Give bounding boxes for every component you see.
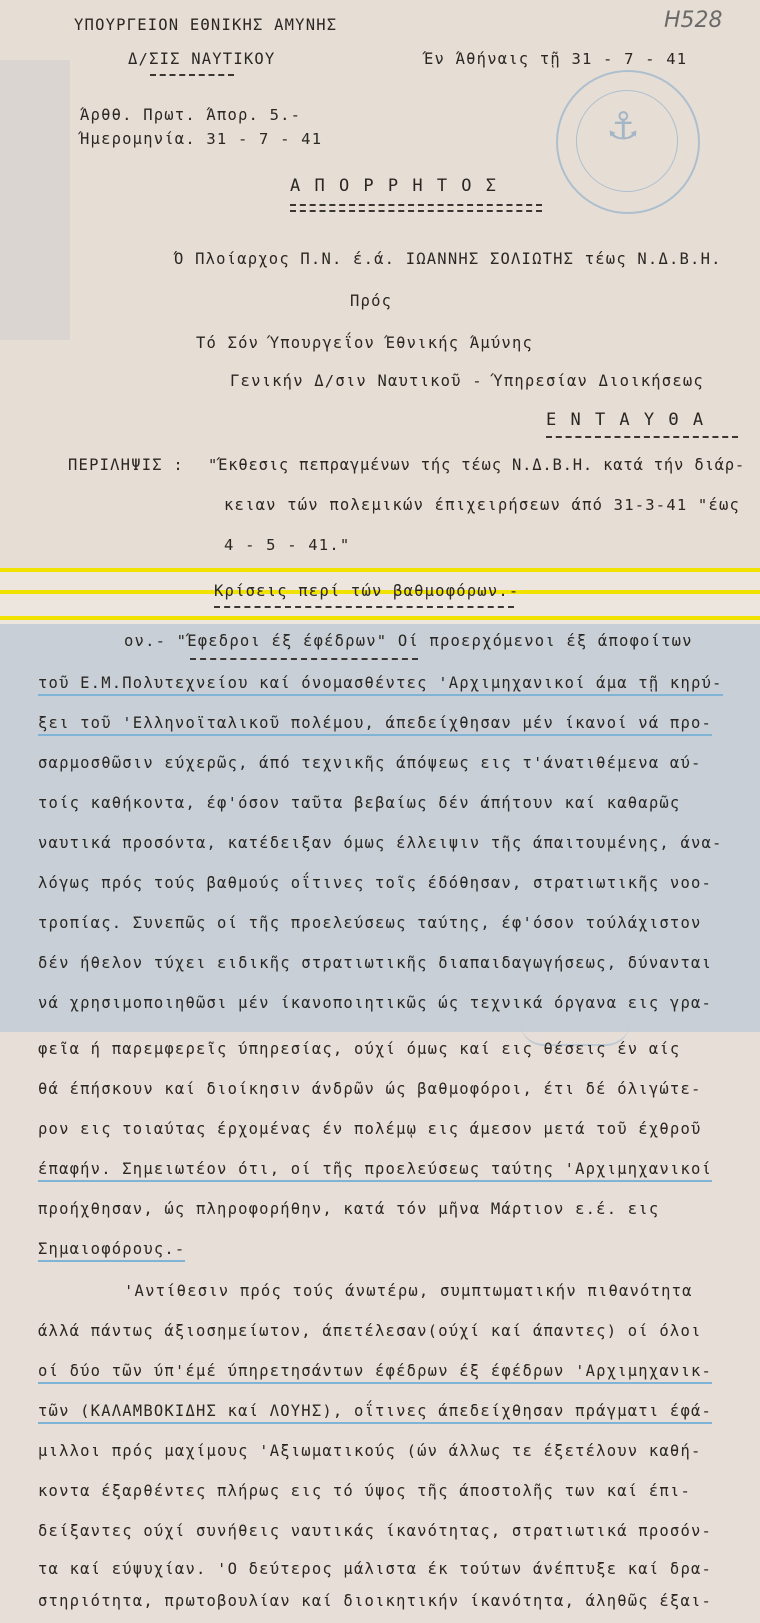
section-title: Κρίσεις περί τών βαθμοφόρων.- xyxy=(214,582,520,600)
classification-underline-2 xyxy=(290,210,542,212)
directorate-underline xyxy=(150,74,234,76)
body-line: τῶν (ΚΑΛΑΜΒΟΚΙΔΗΣ καί ΛΟΥΗΣ), οΐτινες άπεδείχθησαν πράγματι έφά- xyxy=(38,1402,712,1424)
to-word: Πρός xyxy=(350,292,393,310)
recipient-line-1: Τό Σόν Ύπουργεΐον Έθνικής Άμύνης xyxy=(196,334,534,352)
stain xyxy=(0,60,70,340)
body-line: μιλλοι πρός μαχίμους 'Αξιωματικούς (ών άλλως τε έξετέλουν καθή- xyxy=(38,1442,702,1460)
official-stamp xyxy=(556,70,700,214)
date-line: Ήμερομηνία. 31 - 7 - 41 xyxy=(80,130,323,148)
body-line: φεῖα ή παρεμφερεῖς ύπηρεσίας, ούχί όμως καί εις θέσεις έν αίς xyxy=(38,1040,681,1058)
place-date: Έν Άθήναις τῇ 31 - 7 - 41 xyxy=(424,50,688,68)
body-line: άλλά πάντως άξιοσημείωτον, άπετέλεσαν(ούχί καί άπαντες) οί όλοι xyxy=(38,1322,702,1340)
recipient-line-2: Γενικήν Δ/σιν Ναυτικοῦ - Ύπηρεσίαν Διοικήσεως xyxy=(230,372,704,390)
highlight-line-top xyxy=(0,568,760,572)
body-line: ρον εις τοιαύτας έρχομένας έν πολέμῳ εις άμεσον μετά τοῦ έχθροῦ xyxy=(38,1120,702,1138)
body-line: ξει τοῦ 'Ελληνοϊταλικοῦ πολέμου, άπεδείχθησαν μέν ίκανοί νά προ- xyxy=(38,714,712,736)
body-line: δέν ήθελον τύχει ειδικῆς στρατιωτικῆς διαπαιδαγωγήσεως, δύνανται xyxy=(38,954,713,972)
body-line: έπαφήν. Σημειωτέον ότι, οί τῆς προελεύσεως ταύτης 'Αρχιμηχανικοί xyxy=(38,1160,712,1182)
subheading-underline xyxy=(190,658,418,660)
ministry-name: ΥΠΟΥΡΓΕΙΟΝ ΕΘΝΙΚΗΣ ΑΜΥΝΗΣ xyxy=(74,16,338,34)
subject-line-3: 4 - 5 - 41." xyxy=(224,536,351,554)
body-line: Σημαιοφόρους.- xyxy=(38,1240,185,1262)
body-text: ον.- "Έφεδροι έξ έφέδρων" Οί προερχόμενοι έξ άποφοίτων xyxy=(124,632,693,650)
body-line: δείξαντες ούχί συνήθεις ναυτικάς ίκανότητας, στρατιωτικά προσόν- xyxy=(38,1522,713,1540)
body-line: λόγως πρός τούς βαθμούς οΐτινες τοῖς έδόθησαν, στρατιωτικῆς νοο- xyxy=(38,874,713,892)
body-line: οί δύο τῶν ύπ'έμέ ύπηρετησάντων έφέδρων έξ έφέδρων 'Αρχιμηχανικ- xyxy=(38,1362,712,1384)
location-underline xyxy=(546,436,738,438)
subject-line-2: κειαν τών πολεμικών έπιχειρήσεων άπό 31-3-41 "έως xyxy=(224,496,741,514)
classification-title: Α Π Ο Ρ Ρ Η Τ Ο Σ xyxy=(290,176,498,196)
section-title-underline xyxy=(214,606,514,608)
body-line: τροπίας. Συνεπῶς οί τῆς προελεύσεως ταύτης, έφ'όσον τούλάχιστον xyxy=(38,914,702,932)
sender-line: Ό Πλοίαρχος Π.Ν. έ.ά. ΙΩΑΝΝΗΣ ΣΟΛΙΩΤΗΣ τέως Ν.Δ.Β.Η. xyxy=(174,250,722,268)
body-line: τοίς καθήκοντα, έφ'όσον ταῦτα βεβαίως δέν άπήτουν καί καθαρῶς xyxy=(38,794,681,812)
body-line: ναυτικά προσόντα, κατέδειξαν όμως έλλειψιν τῆς άπαιτουμένης, άνα- xyxy=(38,834,723,852)
body-line: προήχθησαν, ώς πληροφορήθην, κατά τόν μῆνα Μάρτιον ε.έ. εις xyxy=(38,1200,660,1218)
handwritten-ref-number: Η528 xyxy=(664,8,723,33)
location-line: Ε Ν Τ Α Υ Θ Α xyxy=(546,410,706,430)
directorate-name: Δ/ΣΙΣ ΝΑΥΤΙΚΟΥ xyxy=(128,50,276,68)
subject-label: ΠΕΡΙΛΗΨΙΣ : xyxy=(68,456,184,474)
body-line: σαρμοσθῶσιν εύχερῶς, άπό τεχνικῆς άπόψεως εις τ'άνατιθέμενα αύ- xyxy=(38,754,702,772)
body-line: τοῦ Ε.Μ.Πολυτεχνείου καί όνομασθέντες 'Αρχιμηχανικοί άμα τῇ κηρύ- xyxy=(38,674,723,696)
highlight-line-bottom xyxy=(0,616,760,620)
body-line: τα καί εύψυχίαν. 'Ο δεύτερος μάλιστα έκ τούτων άνέπτυξε καί δρα- xyxy=(38,1560,713,1578)
body-line: θά έπήσκουν καί διοίκησιν άνδρῶν ώς βαθμοφόροι, έτι δέ όλιγώτε- xyxy=(38,1080,702,1098)
protocol-line: Άρθθ. Πρωτ. Άπορ. 5.- xyxy=(80,106,302,124)
classification-underline-1 xyxy=(290,204,542,206)
body-line xyxy=(124,632,693,650)
body-line: στηριότητα, πρωτοβουλίαν καί διοικητικήν ίκανότητα, άληθῶς έξαι- xyxy=(38,1592,713,1610)
body-line: κοντα έξαρθέντες πλήρως εις τό ύψος τῆς άποστολῆς των καί έπι- xyxy=(38,1482,691,1500)
body-line: 'Αντίθεσιν πρός τούς άνωτέρω, συμπτωματικήν πιθανότητα xyxy=(124,1282,693,1300)
anchor-icon: ⚓ xyxy=(606,104,641,148)
subject-line-1: "Έκθεσις πεπραγμένων τής τέως Ν.Δ.Β.Η. κατά τήν διάρ- xyxy=(208,456,745,474)
body-line: νά χρησιμοποιηθῶσι μέν ίκανοποιητικῶς ώς τεχνικά όργανα εις γρα- xyxy=(38,994,713,1012)
